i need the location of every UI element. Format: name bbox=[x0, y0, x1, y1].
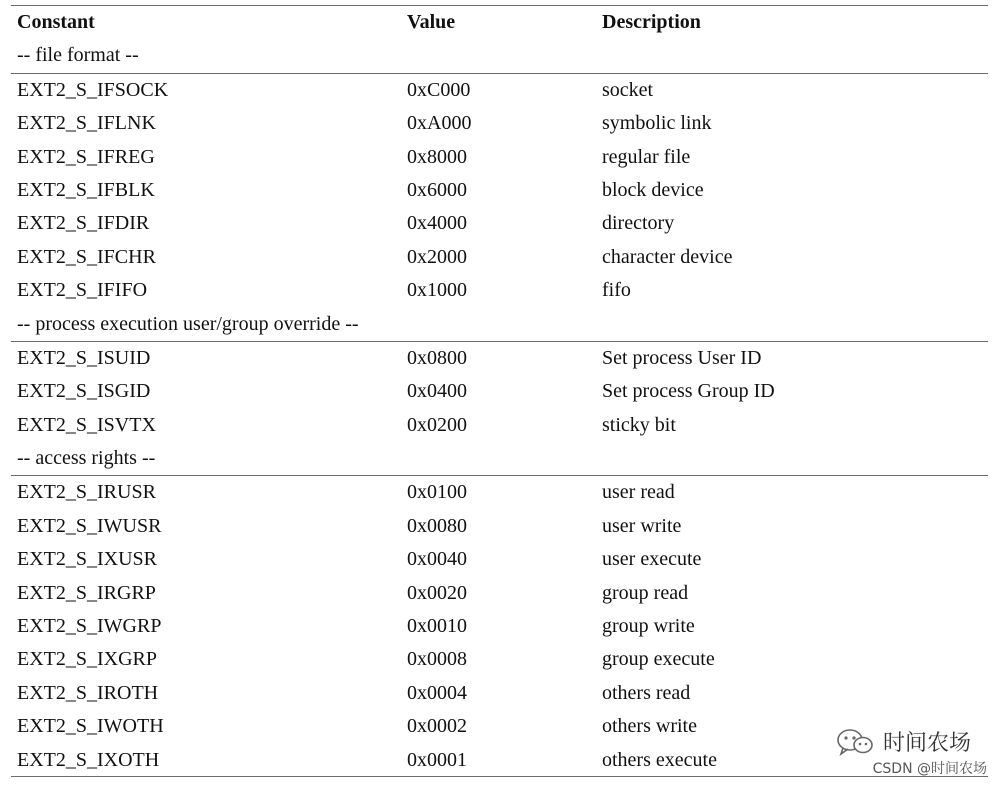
table-row bbox=[11, 510, 988, 543]
watermark-credit: CSDN @时间农场 bbox=[872, 761, 987, 777]
value-cell: 0x0100 bbox=[407, 481, 467, 504]
description-cell: user execute bbox=[602, 548, 702, 571]
table-row bbox=[11, 207, 988, 240]
value-cell: 0x8000 bbox=[407, 145, 467, 168]
description-cell: symbolic link bbox=[602, 112, 712, 135]
wechat-watermark bbox=[835, 726, 971, 757]
value-cell: 0x0800 bbox=[407, 346, 467, 369]
table-row bbox=[11, 409, 988, 442]
constant-cell: EXT2_S_IRGRP bbox=[17, 581, 156, 604]
description-cell: group write bbox=[602, 615, 695, 638]
table-row bbox=[11, 107, 988, 140]
table-row bbox=[11, 73, 988, 107]
description-cell: directory bbox=[602, 212, 675, 235]
constant-cell: EXT2_S_IWUSR bbox=[17, 514, 162, 537]
description-cell: block device bbox=[602, 178, 704, 201]
watermark-account: 时间农场 bbox=[882, 731, 971, 756]
constant-cell: EXT2_S_IXOTH bbox=[17, 748, 160, 771]
description-cell: Set process Group ID bbox=[602, 380, 775, 403]
description-cell: group read bbox=[602, 581, 689, 604]
constant-cell: EXT2_S_IFIFO bbox=[17, 279, 148, 302]
value-cell: 0x0001 bbox=[407, 748, 467, 771]
constant-cell: EXT2_S_ISUID bbox=[17, 346, 151, 369]
description-cell: group execute bbox=[602, 648, 715, 671]
constant-cell: EXT2_S_IWGRP bbox=[17, 615, 162, 638]
value-cell: 0x0080 bbox=[407, 514, 467, 537]
table-row bbox=[11, 677, 988, 710]
value-cell: 0x0004 bbox=[407, 681, 467, 704]
table-row bbox=[11, 643, 988, 676]
section-title: -- access rights -- bbox=[17, 447, 156, 470]
constant-cell: EXT2_S_IFDIR bbox=[17, 212, 150, 235]
value-cell: 0x1000 bbox=[407, 279, 467, 302]
table-row bbox=[11, 141, 988, 174]
value-cell: 0x0020 bbox=[407, 581, 467, 604]
table-row bbox=[11, 274, 988, 307]
table-row bbox=[11, 241, 988, 274]
table-body bbox=[11, 39, 988, 777]
table-bottom-rule bbox=[11, 776, 988, 777]
value-cell: 0xA000 bbox=[407, 112, 472, 135]
header-constant: Constant bbox=[17, 11, 95, 33]
constant-cell: EXT2_S_IWOTH bbox=[17, 715, 164, 738]
table-row bbox=[11, 174, 988, 207]
value-cell: 0x0040 bbox=[407, 548, 467, 571]
description-cell: user write bbox=[602, 514, 682, 537]
table-row bbox=[11, 577, 988, 610]
description-cell: user read bbox=[602, 481, 675, 504]
section-title-row bbox=[11, 442, 988, 475]
constant-cell: EXT2_S_IFREG bbox=[17, 145, 155, 168]
table-row bbox=[11, 375, 988, 408]
constant-cell: EXT2_S_ISGID bbox=[17, 380, 151, 403]
constant-cell: EXT2_S_IRUSR bbox=[17, 481, 156, 504]
header-value: Value bbox=[407, 11, 456, 33]
description-cell: socket bbox=[602, 78, 654, 101]
table-header bbox=[11, 5, 988, 39]
description-cell: others execute bbox=[602, 748, 717, 771]
value-cell: 0x0008 bbox=[407, 648, 467, 671]
value-cell: 0x0002 bbox=[407, 715, 467, 738]
value-cell: 0x0200 bbox=[407, 413, 467, 436]
constants-table bbox=[11, 5, 988, 777]
value-cell: 0x4000 bbox=[407, 212, 467, 235]
table-row bbox=[11, 610, 988, 643]
section-title-row bbox=[11, 39, 988, 72]
description-cell: others write bbox=[602, 715, 697, 738]
value-cell: 0xC000 bbox=[407, 78, 471, 101]
description-cell: character device bbox=[602, 245, 733, 268]
description-cell: Set process User ID bbox=[602, 346, 762, 369]
constant-cell: EXT2_S_IFCHR bbox=[17, 245, 156, 268]
description-cell: fifo bbox=[602, 279, 631, 302]
constant-cell: EXT2_S_ISVTX bbox=[17, 413, 156, 436]
constant-cell: EXT2_S_IXGRP bbox=[17, 648, 158, 671]
value-cell: 0x0400 bbox=[407, 380, 467, 403]
description-cell: regular file bbox=[602, 145, 691, 168]
table-row bbox=[11, 475, 988, 509]
description-cell: others read bbox=[602, 681, 691, 704]
value-cell: 0x2000 bbox=[407, 245, 467, 268]
value-cell: 0x6000 bbox=[407, 178, 467, 201]
table-row bbox=[11, 341, 988, 375]
section-title-row bbox=[11, 308, 988, 341]
table-row bbox=[11, 543, 988, 576]
constant-cell: EXT2_S_IFBLK bbox=[17, 178, 155, 201]
constant-cell: EXT2_S_IXUSR bbox=[17, 548, 158, 571]
section-title: -- file format -- bbox=[17, 44, 139, 67]
constant-cell: EXT2_S_IROTH bbox=[17, 681, 159, 704]
header-description: Description bbox=[602, 11, 701, 33]
description-cell: sticky bit bbox=[602, 413, 676, 436]
wechat-icon bbox=[835, 727, 875, 757]
constant-cell: EXT2_S_IFSOCK bbox=[17, 78, 169, 101]
section-title: -- process execution user/group override -- bbox=[17, 312, 359, 335]
constant-cell: EXT2_S_IFLNK bbox=[17, 112, 156, 135]
value-cell: 0x0010 bbox=[407, 615, 467, 638]
